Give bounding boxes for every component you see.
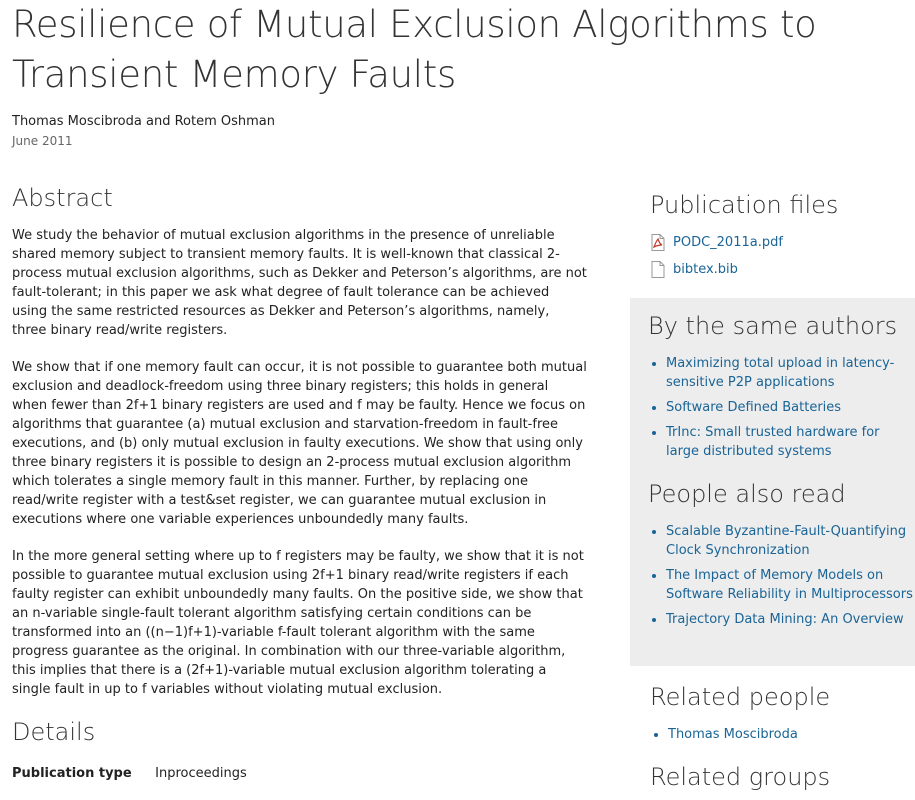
detail-label: Publication type [12,766,132,781]
related-people-list [650,725,915,750]
file-link-pdf[interactable]: PODC_2011a.pdf [673,235,783,250]
list-item [666,522,915,560]
also-read-link[interactable]: Scalable Byzantine-Fault-Quantifying Clock Synchronization [666,524,907,558]
same-authors-link[interactable]: Software Defined Batteries [666,400,842,415]
page-title: Resilience of Mutual Exclusion Algorithms to Transient Memory Faults [12,3,817,96]
same-authors-list [648,354,915,467]
abstract-paragraph: In the more general setting where up to f registers may be faulty, we show that it is not possible to guarantee mutual exclusion using 2f+1 binary read/write registers if each faulty register can exhibit unboundedly many faults. On the positive side, we show that an n-variable single-fault tolerant algorithm satisfying certain conditions can be transformed into an ((n−1)f+1)-variable f-fault tolerant algorithm with the same progress guarantee as the original. In combination with our three-variable algorithm, this implies that there is a (2f+1)-variable mutual exclusion algorithm tolerating a single fault in up to f variables without violating mutual exclusion. [12,549,584,697]
detail-value: Inproceedings [155,766,247,781]
abstract-paragraph: We study the behavior of mutual exclusion algorithms in the presence of unreliable shared memory subject to transient memory faults. It is well-known that classical 2-process mutual exclusion algorithms, such as Dekker and Peterson’s algorithms, are not fault-tolerant; in this paper we ask what degree of fault tolerance can be achieved using the same restricted resources as Dekker and Peterson’s algorithms, namely, three binary read/write registers. [12,228,587,338]
list-item [668,725,915,744]
detail-row-publication-type [12,766,247,781]
related-people-heading: Related people [650,683,831,711]
same-authors-heading: By the same authors [648,312,898,340]
related-person-link[interactable]: Thomas Moscibroda [668,727,798,742]
file-item-bib [650,261,738,278]
abstract-paragraph: We show that if one memory fault can occur, it is not possible to guarantee both mutual exclusion and deadlock-freedom using three binary registers; this holds in general when fewer than 2f+1 binary registers are used and f may be faulty. Hence we focus on algorithms that guarantee (a) mutual exclusion and starvation-freedom in fault-free executions, and (b) only mutual exclusion in faulty executions. We show that using only three binary registers it is possible to design an 2-process mutual exclusion algorithm which tolerates a single memory fault in this manner. Further, by replacing one read/write register with a test&set register, we can guarantee mutual exclusion in executions where one variable experiences unboundedly many faults. [12,360,587,527]
file-link-bib[interactable]: bibtex.bib [673,262,738,277]
list-item [666,423,915,461]
pdf-file-icon [650,234,666,251]
abstract-body [12,226,587,717]
abstract-heading: Abstract [12,184,113,212]
list-item [666,354,915,392]
people-also-read-list [648,522,915,635]
list-item [666,398,915,417]
list-item [666,610,915,629]
same-authors-link[interactable]: Maximizing total upload in latency-sensitive P2P applications [666,356,895,390]
publication-date: June 2011 [12,134,73,148]
same-authors-link[interactable]: TrInc: Small trusted hardware for large distributed systems [666,425,880,459]
details-heading: Details [12,718,96,746]
related-groups-heading: Related groups [650,763,831,791]
document-file-icon [650,261,666,278]
list-item [666,566,915,604]
authors: Thomas Moscibroda and Rotem Oshman [12,114,275,129]
file-item-pdf [650,234,783,251]
also-read-link[interactable]: Trajectory Data Mining: An Overview [666,612,904,627]
also-read-link[interactable]: The Impact of Memory Models on Software Reliability in Multiprocessors [666,568,913,602]
publication-files-heading: Publication files [650,191,839,219]
people-also-read-heading: People also read [648,480,846,508]
